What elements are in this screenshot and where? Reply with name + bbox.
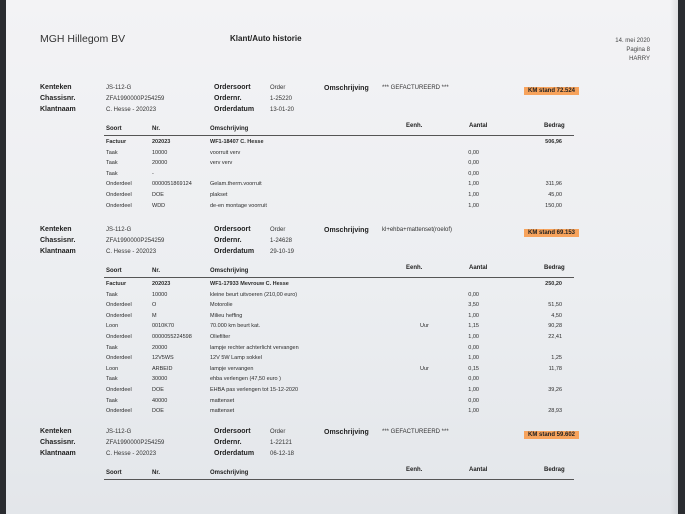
cell-bedrag: 51,50 <box>548 302 562 309</box>
orderdatum-value: 13-01-20 <box>270 107 295 113</box>
cell-omschrijving: ehba verlengen (47,50 euro ) <box>210 376 281 383</box>
col-nr: Nr. <box>152 470 161 476</box>
col-bedrag: Bedrag <box>544 265 565 271</box>
cell-omschrijving: lampje rechter achterlicht vervangen <box>210 344 299 351</box>
col-soort: Soort <box>106 268 122 274</box>
chassisnr-label: Chassisnr. <box>40 95 76 102</box>
print-date: 14. mei 2020 <box>615 38 650 44</box>
cell-eenh: Uur <box>420 365 429 372</box>
cell-nr: 0000051869124 <box>152 181 192 188</box>
cell-omschrijving: lampje vervangen <box>210 365 254 372</box>
cell-nr: 10000 <box>152 291 168 298</box>
cell-omschrijving: 70.000 km beurt kat. <box>210 323 261 330</box>
cell-soort: Taak <box>106 291 118 298</box>
omschrijving-value: *** GEFACTUREERD *** <box>382 85 449 91</box>
cell-soort: Onderdeel <box>106 181 132 188</box>
cell-aantal: 0,00 <box>468 291 479 298</box>
document-page <box>6 0 678 514</box>
cell-nr: ARBEID <box>152 365 173 372</box>
cell-aantal: 1,00 <box>468 312 479 319</box>
cell-omschrijving: EHBA pas verlengen tot 15-12-2020 <box>210 387 299 393</box>
ordernr-value: 1-24628 <box>270 238 293 244</box>
cell-bedrag: 250,20 <box>545 281 562 287</box>
omschrijving-value: *** GEFACTUREERD *** <box>382 429 449 435</box>
cell-bedrag: 506,96 <box>545 139 562 145</box>
cell-omschrijving: WF1-18407 C. Hesse <box>210 139 264 145</box>
cell-bedrag: 45,00 <box>548 192 562 198</box>
col-omschrijving: Omschrijving <box>210 268 249 274</box>
ordersoort-value: Order <box>270 429 286 435</box>
cell-nr: DOE <box>152 408 164 415</box>
cell-omschrijving: Milieu heffing <box>210 312 243 319</box>
cell-aantal: 1,00 <box>468 181 479 188</box>
cell-aantal: 0,00 <box>468 149 479 156</box>
ordersoort-label: Ordersoort <box>214 84 251 91</box>
col-soort: Soort <box>106 126 122 132</box>
cell-soort: Taak <box>106 376 118 383</box>
col-eenh: Eenh. <box>406 467 423 473</box>
cell-nr: DOE <box>152 387 164 393</box>
cell-soort: Onderdeel <box>106 302 132 309</box>
klantnaam-label: Klantnaam <box>40 450 76 457</box>
cell-omschrijving: WF1-17933 Mevrouw C. Hesse <box>210 281 289 287</box>
company-name: MGH Hillegom BV <box>40 33 126 45</box>
cell-soort: Onderdeel <box>106 355 132 362</box>
cell-aantal: 0,00 <box>468 170 479 177</box>
cell-nr: M <box>152 312 157 319</box>
klant-value: C. Hesse - 202023 <box>106 451 157 457</box>
user-name: HARRY <box>629 56 650 62</box>
header-rule <box>104 479 574 480</box>
ordernr-label: Ordernr. <box>214 95 242 102</box>
ordernr-value: 1-22121 <box>270 440 293 446</box>
cell-nr: WDD <box>152 202 166 209</box>
col-bedrag: Bedrag <box>544 467 565 473</box>
ordersoort-value: Order <box>270 227 286 233</box>
col-omschrijving: Omschrijving <box>210 470 249 476</box>
km-stand-badge: KM stand 59.602 <box>524 431 579 439</box>
cell-soort: Factuur <box>106 139 127 145</box>
cell-aantal: 1,00 <box>468 202 479 209</box>
cell-bedrag: 311,96 <box>545 181 562 188</box>
cell-aantal: 1,00 <box>468 355 479 362</box>
cell-soort: Onderdeel <box>106 312 132 319</box>
cell-aantal: 1,00 <box>468 387 479 393</box>
cell-omschrijving: Motorolie <box>210 302 233 309</box>
cell-bedrag: 28,93 <box>548 408 562 415</box>
cell-bedrag: 90,28 <box>548 323 562 330</box>
col-aantal: Aantal <box>469 467 488 473</box>
ordernr-value: 1-25220 <box>270 96 293 102</box>
cell-nr: 20000 <box>152 344 168 351</box>
orderdatum-label: Orderdatum <box>214 450 255 457</box>
cell-aantal: 1,00 <box>468 334 479 340</box>
cell-nr: 0010K70 <box>152 323 175 330</box>
cell-nr: 10000 <box>152 149 168 156</box>
cell-soort: Taak <box>106 397 118 404</box>
cell-bedrag: 1,25 <box>551 355 562 362</box>
header-rule <box>104 135 574 136</box>
cell-soort: Loon <box>106 365 119 372</box>
cell-omschrijving: voorruit verv <box>210 149 241 156</box>
cell-aantal: 0,15 <box>468 365 479 372</box>
chassis-value: ZFA1990000P254259 <box>106 440 165 446</box>
kenteken-value: JS-112-G <box>106 85 132 91</box>
kenteken-label: Kenteken <box>40 84 72 91</box>
cell-bedrag: 150,00 <box>545 202 562 209</box>
cell-aantal: 1,15 <box>468 323 479 330</box>
cell-aantal: 0,00 <box>468 160 479 167</box>
cell-bedrag: 4,50 <box>551 312 562 319</box>
kenteken-label: Kenteken <box>40 226 72 233</box>
cell-bedrag: 39,26 <box>548 387 562 393</box>
cell-bedrag: 11,78 <box>548 365 562 372</box>
cell-aantal: 0,00 <box>468 376 479 383</box>
col-omschrijving: Omschrijving <box>210 126 249 132</box>
cell-eenh: Uur <box>420 323 429 330</box>
document-title: Klant/Auto historie <box>230 34 302 43</box>
cell-nr: 30000 <box>152 376 168 383</box>
col-bedrag: Bedrag <box>544 123 565 129</box>
cell-omschrijving: verv verv <box>210 160 233 167</box>
col-aantal: Aantal <box>469 265 488 271</box>
chassis-value: ZFA1990000P254259 <box>106 96 165 102</box>
cell-omschrijving: 12V 5W Lamp sokkel <box>210 355 262 362</box>
cell-soort: Taak <box>106 160 118 167</box>
kenteken-value: JS-112-G <box>106 429 132 435</box>
orderdatum-label: Orderdatum <box>214 248 255 255</box>
cell-soort: Factuur <box>106 281 127 287</box>
cell-aantal: 0,00 <box>468 344 479 351</box>
ordernr-label: Ordernr. <box>214 439 242 446</box>
cell-nr: DOE <box>152 192 164 198</box>
col-nr: Nr. <box>152 126 161 132</box>
cell-aantal: 0,00 <box>468 397 479 404</box>
omschrijving-label: Omschrijving <box>324 227 369 234</box>
cell-omschrijving: mattenset <box>210 397 235 404</box>
ordernr-label: Ordernr. <box>214 237 242 244</box>
cell-aantal: 3,50 <box>468 302 479 309</box>
col-soort: Soort <box>106 470 122 476</box>
kenteken-value: JS-112-G <box>106 227 132 233</box>
cell-soort: Loon <box>106 323 119 330</box>
omschrijving-label: Omschrijving <box>324 85 369 92</box>
cell-nr: 20000 <box>152 160 168 167</box>
cell-soort: Onderdeel <box>106 192 132 198</box>
cell-aantal: 1,00 <box>468 408 479 415</box>
cell-soort: Onderdeel <box>106 408 132 415</box>
orderdatum-label: Orderdatum <box>214 106 255 113</box>
cell-nr: O <box>152 302 157 309</box>
orderdatum-value: 29-10-19 <box>270 249 295 255</box>
cell-soort: Taak <box>106 344 118 351</box>
cell-omschrijving: mattenset <box>210 408 235 415</box>
cell-soort: Onderdeel <box>106 334 132 340</box>
header-rule <box>104 277 574 278</box>
page-edge-shadow <box>670 0 678 514</box>
chassisnr-label: Chassisnr. <box>40 237 76 244</box>
ordersoort-label: Ordersoort <box>214 428 251 435</box>
cell-soort: Onderdeel <box>106 387 132 393</box>
klant-value: C. Hesse - 202023 <box>106 249 157 255</box>
chassisnr-label: Chassisnr. <box>40 439 76 446</box>
col-nr: Nr. <box>152 268 161 274</box>
cell-soort: Taak <box>106 170 118 177</box>
omschrijving-value: kl+ehba+mattenset(roelof) <box>382 227 453 233</box>
cell-omschrijving: Gelam.therm.voorruit <box>210 181 262 188</box>
page-number: Pagina 8 <box>626 47 650 53</box>
cell-nr: 40000 <box>152 397 168 404</box>
kenteken-label: Kenteken <box>40 428 72 435</box>
cell-nr: 202023 <box>152 139 171 145</box>
col-eenh: Eenh. <box>406 123 423 129</box>
klantnaam-label: Klantnaam <box>40 248 76 255</box>
cell-omschrijving: Oliefilter <box>210 334 231 340</box>
col-eenh: Eenh. <box>406 265 423 271</box>
klant-value: C. Hesse - 202023 <box>106 107 157 113</box>
cell-omschrijving: kleine beurt uitvoeren (210,00 euro) <box>210 291 298 298</box>
cell-bedrag: 22,41 <box>548 334 562 340</box>
cell-soort: Taak <box>106 149 118 156</box>
ordersoort-label: Ordersoort <box>214 226 251 233</box>
ordersoort-value: Order <box>270 85 286 91</box>
orderdatum-value: 06-12-18 <box>270 451 295 457</box>
klantnaam-label: Klantnaam <box>40 106 76 113</box>
cell-nr: 0000055224598 <box>152 334 192 340</box>
cell-nr: 202023 <box>152 281 171 287</box>
cell-omschrijving: plakset <box>210 192 228 198</box>
omschrijving-label: Omschrijving <box>324 429 369 436</box>
col-aantal: Aantal <box>469 123 488 129</box>
chassis-value: ZFA1990000P254259 <box>106 238 165 244</box>
cell-nr: - <box>152 170 154 177</box>
cell-aantal: 1,00 <box>468 192 479 198</box>
km-stand-badge: KM stand 72.524 <box>524 87 579 95</box>
cell-omschrijving: de-en montage voorruit <box>210 202 267 209</box>
cell-soort: Onderdeel <box>106 202 132 209</box>
cell-nr: 12V5WS <box>152 355 174 362</box>
km-stand-badge: KM stand 69.153 <box>524 229 579 237</box>
